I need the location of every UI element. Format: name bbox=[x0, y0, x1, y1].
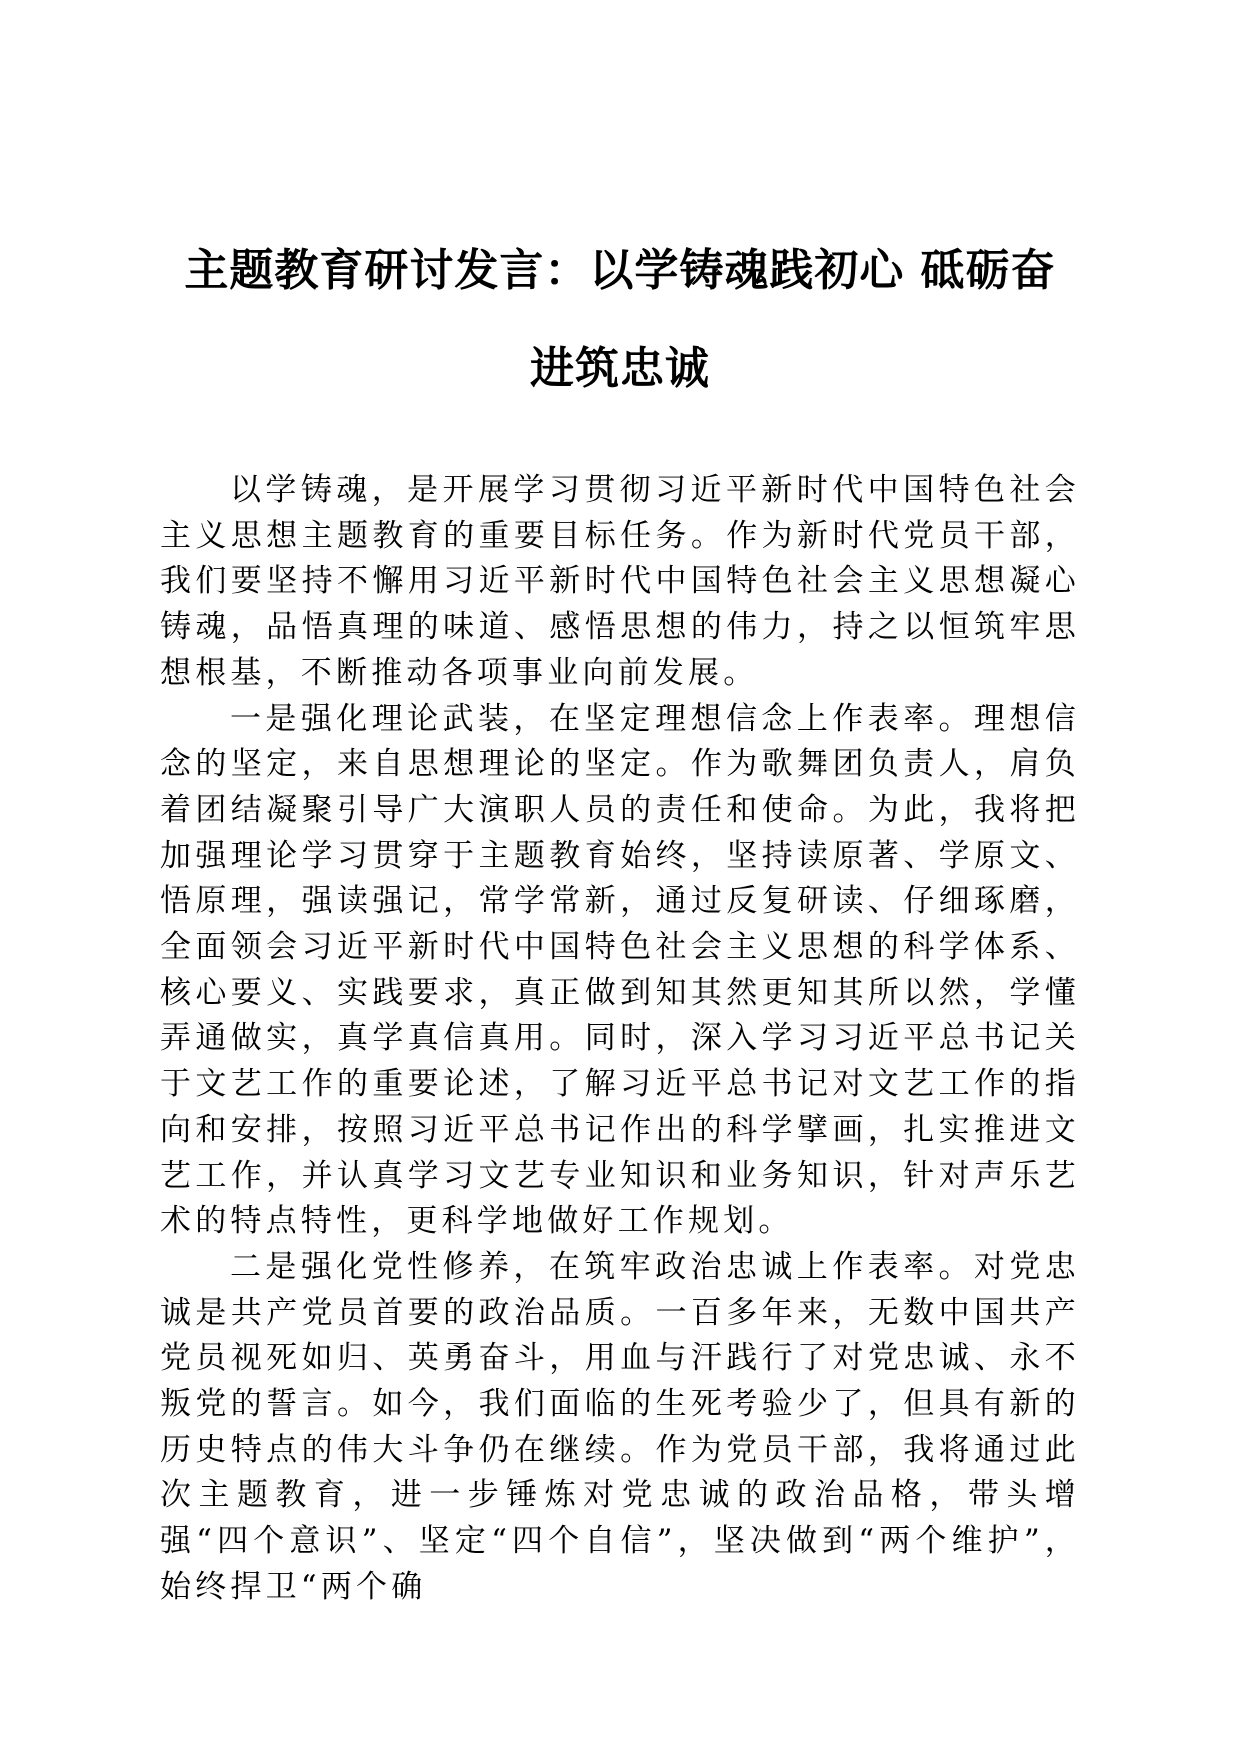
title-line-2: 进筑忠诚 bbox=[530, 343, 710, 394]
paragraph-point-1: 一是强化理论武装，在坚定理想信念上作表率。理想信念的坚定，来自思想理论的坚定。作为歌舞团负责人，肩负着团结凝聚引导广大演职人员的责任和使命。为此，我将把加强理论学习贯穿于主题教育始终，坚持读原著、学原文、悟原理，强读强记，常学常新，通过反复研读、仔细琢磨，全面领会习近平新时代中国特色社会主义思想的科学体系、核心要义、实践要求，真正做到知其然更知其所以然，学懂弄通做实，真学真信真用。同时，深入学习习近平总书记关于文艺工作的重要论述，了解习近平总书记对文艺工作的指向和安排，按照习近平总书记作出的科学擘画，扎实推进文艺工作，并认真学习文艺专业知识和业务知识，针对声乐艺术的特点特性，更科学地做好工作规划。 bbox=[160, 700, 1080, 1240]
title-line-1: 主题教育研讨发言：以学铸魂践初心 砥砺奋 bbox=[184, 245, 1056, 296]
paragraph-intro: 以学铸魂，是开展学习贯彻习近平新时代中国特色社会主义思想主题教育的重要目标任务。作为新时代党员干部，我们要坚持不懈用习近平新时代中国特色社会主义思想凝心铸魂，品悟真理的味道、感悟思想的伟力，持之以恒筑牢思想根基，不断推动各项事业向前发展。 bbox=[160, 472, 1080, 691]
paragraph-point-2: 二是强化党性修养，在筑牢政治忠诚上作表率。对党忠诚是共产党员首要的政治品质。一百多年来，无数中国共产党员视死如归、英勇奋斗，用血与汗践行了对党忠诚、永不叛党的誓言。如今，我们面临的生死考验少了，但具有新的历史特点的伟大斗争仍在继续。作为党员干部，我将通过此次主题教育，进一步锤炼对党忠诚的政治品格，带头增强“四个意识”、坚定“四个自信”，坚决做到“两个维护”，始终捍卫“两个确 bbox=[160, 1248, 1080, 1605]
document-body bbox=[160, 468, 1080, 1611]
document-title bbox=[150, 222, 1090, 418]
